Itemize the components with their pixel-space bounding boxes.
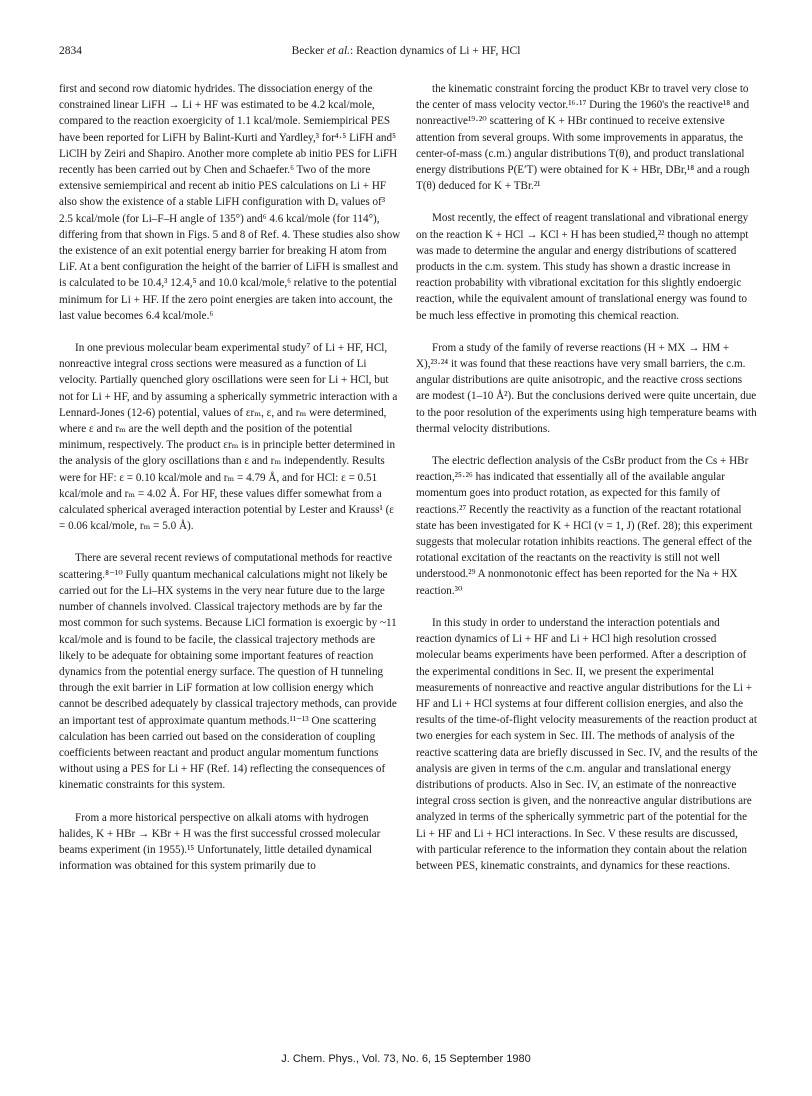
paragraph: There are several recent reviews of computational methods for reactive scattering.⁸⁻¹⁰ Fully quantum mechanical calculations might not likely be carried out for the Li–HX systems in the very near future due to the large number of channels involved. Classical trajectory methods are by far the most common for such systems. Because LiCl formation is exoergic by ~11 kcal/mole and is found to be facile, the classical trajectory methods are likely to be adequate for obtaining some important features of reaction dynamics from the potential energy surface. The question of H tunneling through the exit barrier in LiF formation at low collision energy which cannot be described adequately by classical trajectory methods, can provide an important test of approximate quantum methods.¹¹⁻¹³ One scattering calculation has been carried out based on the consideration of coupling coefficients between reactant and product angular momentum functions without using a PES for Li + HF (Ref. 14) reflecting the consequences of kinematic constraints for this system.	[59, 552, 397, 792]
page-number: 2834	[59, 45, 82, 57]
paragraph: the kinematic constraint forcing the product KBr to travel very close to the center of mass velocity vector.¹⁶·¹⁷ During the 1960's the reactive¹⁸ and nonreactive¹⁹·²⁰ scattering of K + HBr continued to receive extensive attention from several groups. With some improvements in apparatus, the center-of-mass (c.m.) angular distributions T(θ), and product translational energy distributions P(E′T) were obtained for K + HBr, DBr,¹⁸ and a rough T(θ) deduced for K + TBr.²¹	[416, 83, 750, 193]
left-column	[59, 81, 401, 874]
running-head-authors: Becker	[291, 45, 325, 57]
journal-footer: J. Chem. Phys., Vol. 73, No. 6, 15 September 1980	[281, 1053, 531, 1065]
paragraph: first and second row diatomic hydrides. The dissociation energy of the constrained linear LiFH → Li + HF was estimated to be 4.2 kcal/mole, compared to the reaction exoergicity of 1.1 kcal/mole. Semiempirical PES have been reported for LiFH by Balint-Kurti and Yardley,³ for⁴·⁵ LiFH and⁵ LiClH by Zeiri and Shapiro. Another more complete ab initio PES for LiFH recently has been carried out by Chen and Schaefer.⁶ Two of the more extensive semiempirical and recent ab initio PES calculations on Li + HF also show the existence of a stable LiFH configuration with Dₑ values of³ 2.5 kcal/mole (for Li–F–H angle of 135°) and⁶ 4.6 kcal/mole (for 114°), differing from that shown in Figs. 5 and 8 of Ref. 4. These studies also show the existence of an exit potential energy barrier for breaking H atom from LiF. At a bent configuration the height of the barrier of LiFH is smallest and is calculated to be 10.4,³ 12.4,⁵ and 10.0 kcal/mole,⁶ relative to the potential minimum for Li + HF. If the zero point energies are taken into account, the last value becomes 6.4 kcal/mole.⁶	[59, 83, 401, 322]
right-column	[416, 81, 758, 874]
paragraph: In one previous molecular beam experimental study⁷ of Li + HF, HCl, nonreactive integral cross sections were measured as a function of Li velocity. Partially quenched glory oscillations were seen for Li + HCl, but not for Li + HF, and by assuming a spherically symmetric interaction with a Lennard-Jones (12-6) potential, values of εrₘ, ε, and rₘ were determined, where ε and rₘ are the well depth and the position of the potential minimum, respectively. The product εrₘ is in principle better determined in the analysis of the glory oscillations than ε and rₘ independently. Results were for HF: ε = 0.10 kcal/mole and rₘ = 4.79 Å, and for HCl: ε = 0.51 kcal/mole and rₘ = 4.02 Å. For HF, these values differ somewhat from a calculated spherical averaged interaction potential by Lester and Krauss¹ (ε = 0.06 kcal/mole, rₘ = 5.0 Å).	[59, 342, 398, 533]
paragraph: From a study of the family of reverse reactions (H + MX → HM + X),²³·²⁴ it was found that these reactions have very small barriers, the c.m. angular distributions are quite anisotropic, and the reactive cross sections are modest (1–10 Å²). But the conclusions derived were quite uncertain, due to the poor resolution of the experiments using high temperature beams with thermal velocity distributions.	[416, 341, 757, 435]
paragraph: In this study in order to understand the interaction potentials and reaction dynamics of Li + HF and Li + HCl high resolution crossed molecular beams experiments have been performed. After a description of the experimental conditions in Sec. II, we present the experimental measurements of nonreactive and reactive angular distributions for the Li + HF and Li + HCl systems at four different collision energies, and also the results of the time-of-flight velocity measurements of the reaction product at two energies for each system in Sec. III. The methods of analysis of the reactive scattering data are briefly discussed in Sec. IV, and the results of the analysis are given in terms of the c.m. angular and translational energy distributions of products. Also in Sec. IV, an estimate of the nonreactive integral cross section is given, and the nonreactive angular distributions are analyzed in terms of the spherically symmetric part of the potential for the Li + HF and Li + HCl interactions. In Sec. V these results are discussed, with particular reference to the information they contain about the relation between PES, kinematic constraints, and dynamics for these reactions.	[416, 616, 758, 872]
paragraph: The electric deflection analysis of the CsBr product from the Cs + HBr reaction,²⁵·²⁶ has indicated that essentially all of the available angular momentum goes into product rotation, as expected for this family of reactions.²⁷ Recently the reactivity as a function of the reactant rotational state has been investigated for K + HCl (v = 1, J) (Ref. 28); this experiment suggests that molecular rotation inhibits reactions. The general effect of the rotational excitation of the reactants on the reactivity is still not well understood.²⁹ A nonmonotonic effect has been reported for the Na + HX reaction.³⁰	[416, 455, 753, 597]
paragraph: Most recently, the effect of reagent translational and vibrational energy on the reaction K + HCl → KCl + H has been studied,²² though no attempt was made to determine the angular and energy distributions of scattered products in the c.m. system. This study has shown a drastic increase in reaction probability with vibrational excitation for this slightly endoergic reaction, while the equivalent amount of translational energy was found to be much less effective in promoting this chemical reaction.	[416, 212, 749, 322]
running-head-etal: et al.	[327, 45, 351, 57]
running-head-title: : Reaction dynamics of Li + HF, HCl	[350, 45, 521, 57]
running-head	[0, 45, 812, 57]
paragraph: From a more historical perspective on alkali atoms with hydrogen halides, K + HBr → KBr + H was the first successful crossed molecular beams experiment (in 1955).¹⁵ Unfortunately, little detailed dynamical information was obtained for this system primarily due to	[59, 811, 381, 873]
